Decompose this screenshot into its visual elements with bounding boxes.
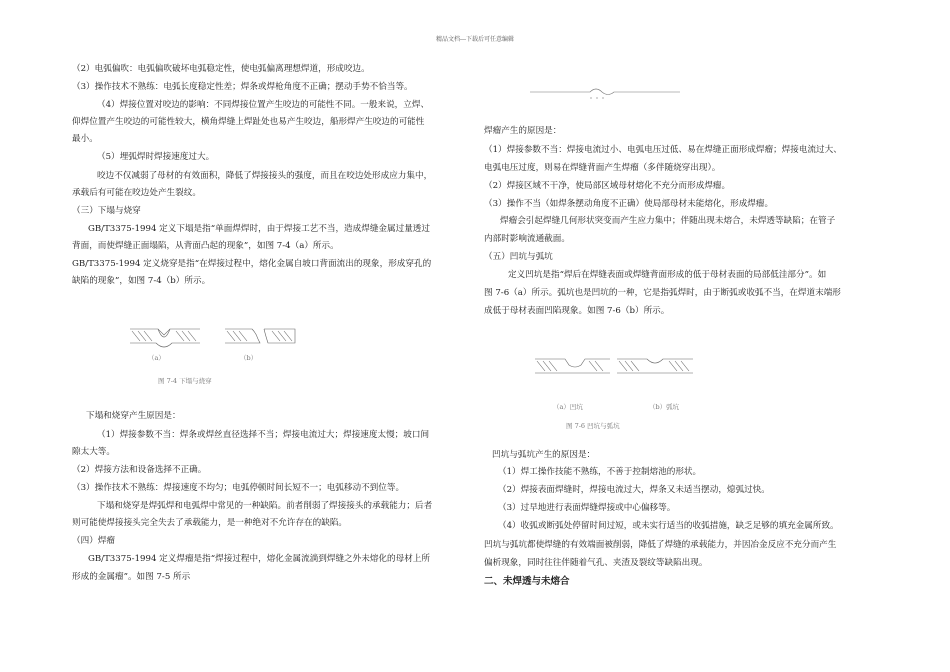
figure-label-b: （b） (240, 354, 258, 362)
paragraph-line: 内部时影响流通截面。 (484, 234, 570, 244)
paragraph-line: GB/T3375-1994 定义烧穿是指“在焊接过程中，熔化金属自坡口背面流出的现象，形成穿孔的 (72, 259, 432, 269)
paragraph-line: 形成的金属瘤”。如图 7-5 所示 (72, 572, 191, 582)
paragraph-line: GB/T3375-1994 定义下塌是指“单面焊焊时，由于焊接工艺不当，造成焊缝金属过量透过 (88, 224, 430, 234)
figure-label-b: （b）弧坑 (649, 403, 680, 411)
paragraph-line: 偏析现象，同时往往伴随着气孔、夹渣及裂纹等缺陷出现。 (484, 558, 708, 568)
paragraph-line: 最小。 (72, 134, 98, 144)
paragraph-line: （1）焊工操作技能不熟练，不善于控制熔池的形状。 (498, 467, 702, 477)
figure-caption: 图 7-4 下塌与烧穿 (158, 377, 212, 385)
paragraph-line: （4）收弧或断弧处停留时间过短，或未实行适当的收弧措施，缺乏足够的填充金属所致。 (498, 521, 839, 531)
page-header: 精品文档---下载后可任意编辑 (435, 36, 515, 43)
paragraph-line: （5）埋弧焊时焊接速度过大。 (97, 152, 215, 162)
section-heading: （四）焊瘤 (72, 536, 115, 546)
paragraph-line: 承载后有可能在咬边处产生裂纹。 (72, 188, 201, 198)
paragraph-line: （1）焊接参数不当：焊接电流过小、电弧电压过低、易在焊缝正面形成焊瘤；焊接电流过大、 (484, 145, 842, 155)
section-heading: （三）下塌与烧穿 (72, 206, 141, 216)
paragraph-line: （3）操作技术不熟练：电弧长度稳定性差；焊条或焊枪角度不正确；摆动手势不恰当等。 (72, 82, 413, 92)
paragraph-line: 定义凹坑是指“焊后在焊缝表面或焊缝背面形成的低于母材表面的局部低洼部分”。如 (508, 270, 827, 280)
paragraph-line: 缺陷的现象”，如图 7-4（b）所示。 (72, 276, 211, 286)
paragraph-line: 图 7-6（a）所示。弧坑也是凹坑的一种，它是指弧焊时，由于断弧或收弧不当，在焊道末端形 (484, 288, 841, 298)
paragraph-line: 电弧电压过度，则易在焊缝背面产生焊瘤（多伴随烧穿出现）。 (484, 163, 721, 173)
paragraph-line: 凹坑与弧坑都使焊缝的有效端面被削弱，降低了焊缝的承载能力，并因冶金反应不充分而产生 (484, 540, 837, 550)
paragraph-line: GB/T3375-1994 定义焊瘤是指“焊接过程中，熔化金属流淌到焊缝之外未熔化的母材上所 (88, 554, 430, 564)
paragraph-line: 仰焊位置产生咬边的可能性较大，横角焊缝上焊趾处也易产生咬边，船形焊产生咬边的可能性 (72, 117, 425, 127)
chapter-heading: 二、未焊透与未熔合 (484, 576, 570, 587)
paragraph-line: 隙太大等。 (72, 447, 115, 457)
paragraph-line: 下塌和烧穿产生原因是： (86, 411, 181, 421)
section-heading: （五）凹坑与弧坑 (484, 252, 553, 262)
figure-caption: 图 7-6 凹坑与弧坑 (566, 422, 620, 430)
paragraph-line: 咬边不仅减弱了母材的有效面积，降低了焊接接头的强度，而且在咬边处形成应力集中， (97, 171, 433, 181)
paragraph-line: （2）焊接方法和设备选择不正确。 (72, 465, 207, 475)
paragraph-line: 焊瘤会引起焊缝几何形状突变而产生应力集中；伴随出现未熔合，未焊透等缺陷；在管子 (500, 216, 836, 226)
paragraph-line: （2）焊接表面焊缝时，焊接电流过大，焊条又未适当摆动，熄弧过快。 (498, 485, 770, 495)
paragraph-line: 则可能使焊接接头完全失去了承载能力，是一种绝对不允许存在的缺陷。 (72, 518, 348, 528)
paragraph-line: （3）操作技术不熟练：焊接速度不均匀；电弧停顿时间长短不一；电弧移动不到位等。 (72, 483, 405, 493)
paragraph-line: （4）焊接位置对咬边的影响：不同焊接位置产生咬边的可能性不同。一般来说，立焊、 (97, 100, 430, 110)
figure-7-6 (535, 353, 695, 383)
paragraph-line: 成低于母材表面凹陷现象。如图 7-6（b）所示。 (484, 306, 670, 316)
paragraph-line: 背面，而使焊缝正面塌陷，从背面凸起的现象”，如图 7-4（a）所示。 (72, 241, 339, 251)
paragraph-line: 下塌和烧穿是焊弧焊和电弧焊中常见的一种缺陷。前者削弱了焊接接头的承载能力；后者 (97, 501, 433, 511)
paragraph-line: 凹坑与弧坑产生的原因是： (492, 450, 596, 460)
paragraph-line: （3）过早地进行表面焊缝焊接或中心偏移等。 (498, 503, 676, 513)
paragraph-line: 焊瘤产生的原因是： (484, 126, 562, 136)
paragraph-line: （2）电弧偏吹：电弧偏吹破坏电弧稳定性，使电弧偏离理想焊道，形成咬边。 (72, 64, 370, 74)
paragraph-line: （1）焊接参数不当：焊条或焊丝直径选择不当；焊接电流过大；焊接速度太慢；坡口间 (97, 430, 430, 440)
figure-7-5 (530, 82, 690, 102)
paragraph-line: （2）焊接区域不干净，使局部区域母材熔化不充分而形成焊瘤。 (484, 181, 731, 191)
figure-label-a: （a） (148, 354, 165, 362)
figure-label-a: （a）凹坑 (553, 403, 583, 411)
paragraph-line: （3）操作不当（如焊条摆动角度不正确）使局部母材未能熔化，形成焊瘤。 (484, 199, 774, 209)
